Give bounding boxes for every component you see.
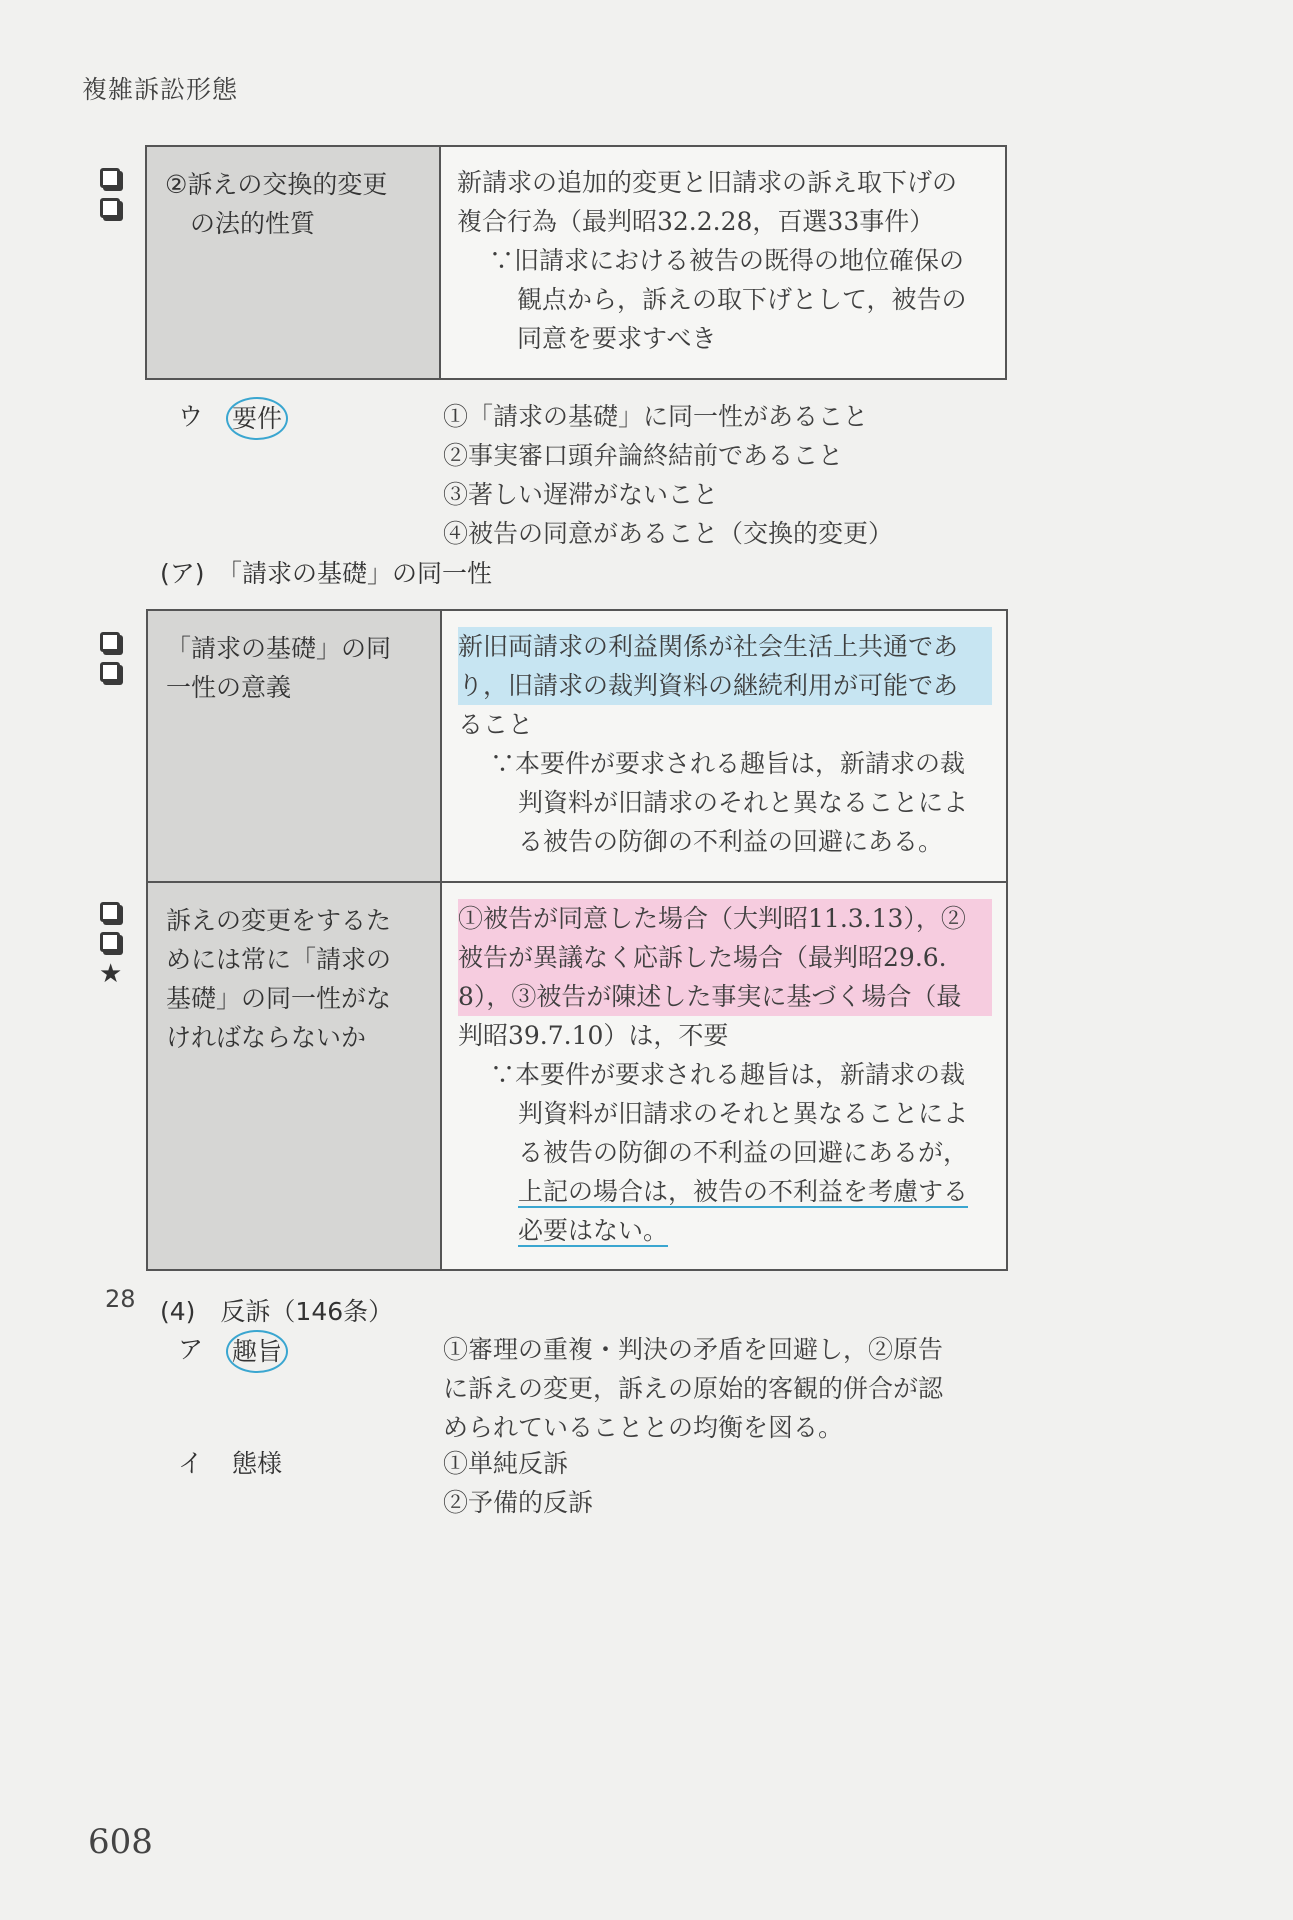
label-line: めには常に「請求の bbox=[166, 945, 392, 974]
checkbox[interactable] bbox=[100, 902, 120, 922]
reason-line: 同意を要求すべき bbox=[517, 324, 717, 353]
underlined-text: 必要はない。 bbox=[518, 1216, 669, 1245]
content-line: 新請求の追加的変更と旧請求の訴え取下げの bbox=[457, 168, 958, 197]
section-u-title bbox=[232, 397, 288, 440]
checkbox[interactable] bbox=[100, 932, 120, 952]
reason-line: 判資料が旧請求のそれと異なることによ bbox=[518, 788, 969, 817]
requirement-item: ④被告の同意があること（交換的変更） bbox=[443, 519, 894, 548]
reason-line: 観点から，訴えの取下げとして，被告の bbox=[517, 285, 967, 314]
reason-line: ∵本要件が要求される趣旨は，新請求の裁 bbox=[490, 749, 966, 778]
requirement-item: ①「請求の基礎」に同一性があること bbox=[443, 402, 869, 431]
section-4i-marker: イ bbox=[178, 1449, 204, 1478]
text-line: められていることとの均衡を図る。 bbox=[443, 1413, 844, 1442]
reason-line: ∵本要件が要求される趣旨は，新請求の裁 bbox=[490, 1060, 966, 1089]
content-line: 被告が異議なく応訴した場合（最判昭29.6. bbox=[458, 938, 992, 977]
content-line: 新旧両請求の利益関係が社会生活上共通であ bbox=[458, 627, 992, 666]
reason-line: る被告の防御の不利益の回避にあるが， bbox=[518, 1138, 969, 1167]
label-line: の法的性質 bbox=[165, 209, 316, 238]
underlined-text: 上記の場合は，被告の不利益を考慮する bbox=[518, 1177, 969, 1206]
reason-line bbox=[518, 1172, 992, 1211]
text-line: に訴えの変更，訴えの原始的客観的併合が認 bbox=[443, 1374, 944, 1403]
section-4a-title bbox=[232, 1330, 288, 1373]
content-line: ること bbox=[458, 710, 534, 739]
content-line: ①被告が同意した場合（大判昭11.3.13），② bbox=[458, 899, 992, 938]
box-1 bbox=[145, 145, 1007, 380]
checkbox[interactable] bbox=[100, 632, 120, 652]
section-4-heading: (4) 反訴（146条） bbox=[160, 1297, 394, 1326]
checkbox-group-3 bbox=[99, 902, 130, 989]
header-title: 複雑訴訟形態 bbox=[82, 75, 239, 104]
circled-title: 要件 bbox=[226, 397, 288, 440]
section-4a-text bbox=[443, 1330, 943, 1447]
content-line: 判昭39.7.10）は，不要 bbox=[458, 1021, 729, 1050]
label-line: 基礎」の同一性がな bbox=[166, 984, 392, 1013]
section-u-items bbox=[443, 397, 893, 553]
section-4a-marker: ア bbox=[178, 1335, 204, 1364]
checkbox[interactable] bbox=[100, 198, 120, 218]
label-line: ②訴えの交換的変更 bbox=[165, 170, 388, 199]
text-line: ①審理の重複・判決の矛盾を回避し，②原告 bbox=[443, 1335, 944, 1364]
box1-content bbox=[440, 146, 1006, 379]
circled-title: 趣旨 bbox=[226, 1330, 288, 1373]
box2-row2-content bbox=[441, 882, 1007, 1270]
box-2 bbox=[146, 609, 1008, 1271]
requirement-item: ②事実審口頭弁論終結前であること bbox=[443, 441, 844, 470]
content-line: 複合行為（最判昭32.2.28，百選33事件） bbox=[457, 207, 935, 236]
box2-row1-reason bbox=[458, 744, 992, 861]
label-line: 「請求の基礎」の同 bbox=[166, 634, 392, 663]
box2-row1-content bbox=[441, 610, 1007, 882]
box1-label bbox=[146, 146, 440, 379]
checkbox[interactable] bbox=[100, 662, 120, 682]
page-number: 608 bbox=[88, 1822, 153, 1862]
label-line: 訴えの変更をするた bbox=[166, 906, 392, 935]
checkbox[interactable] bbox=[100, 168, 120, 188]
box2-row2-reason bbox=[458, 1055, 992, 1250]
content-line: り，旧請求の裁判資料の継続利用が可能であ bbox=[458, 666, 992, 705]
section-a-heading: (ア) 「請求の基礎」の同一性 bbox=[160, 559, 493, 588]
reason-line bbox=[518, 1211, 992, 1250]
label-line: 一性の意義 bbox=[166, 673, 292, 702]
checkbox-group-1 bbox=[100, 168, 130, 228]
section-4i-title: 態様 bbox=[232, 1449, 283, 1478]
section-u-marker: ウ bbox=[178, 402, 204, 431]
box1-reason bbox=[457, 241, 991, 358]
reason-line: 判資料が旧請求のそれと異なることによ bbox=[518, 1099, 969, 1128]
star-icon: ★ bbox=[99, 959, 123, 989]
section-4i-items bbox=[443, 1444, 593, 1522]
content-line: 8），③被告が陳述した事実に基づく場合（最 bbox=[458, 977, 992, 1016]
reason-line: ∵旧請求における被告の既得の地位確保の bbox=[489, 246, 965, 275]
text-line: ②予備的反訴 bbox=[443, 1488, 594, 1517]
checkbox-group-2 bbox=[100, 632, 130, 692]
side-number: 28 bbox=[105, 1285, 136, 1313]
requirement-item: ③著しい遅滞がないこと bbox=[443, 480, 719, 509]
reason-line: る被告の防御の不利益の回避にある。 bbox=[518, 827, 944, 856]
box2-row2-label bbox=[147, 882, 441, 1270]
box2-row1-label bbox=[147, 610, 441, 882]
label-line: ければならないか bbox=[166, 1023, 367, 1052]
text-line: ①単純反訴 bbox=[443, 1449, 569, 1478]
